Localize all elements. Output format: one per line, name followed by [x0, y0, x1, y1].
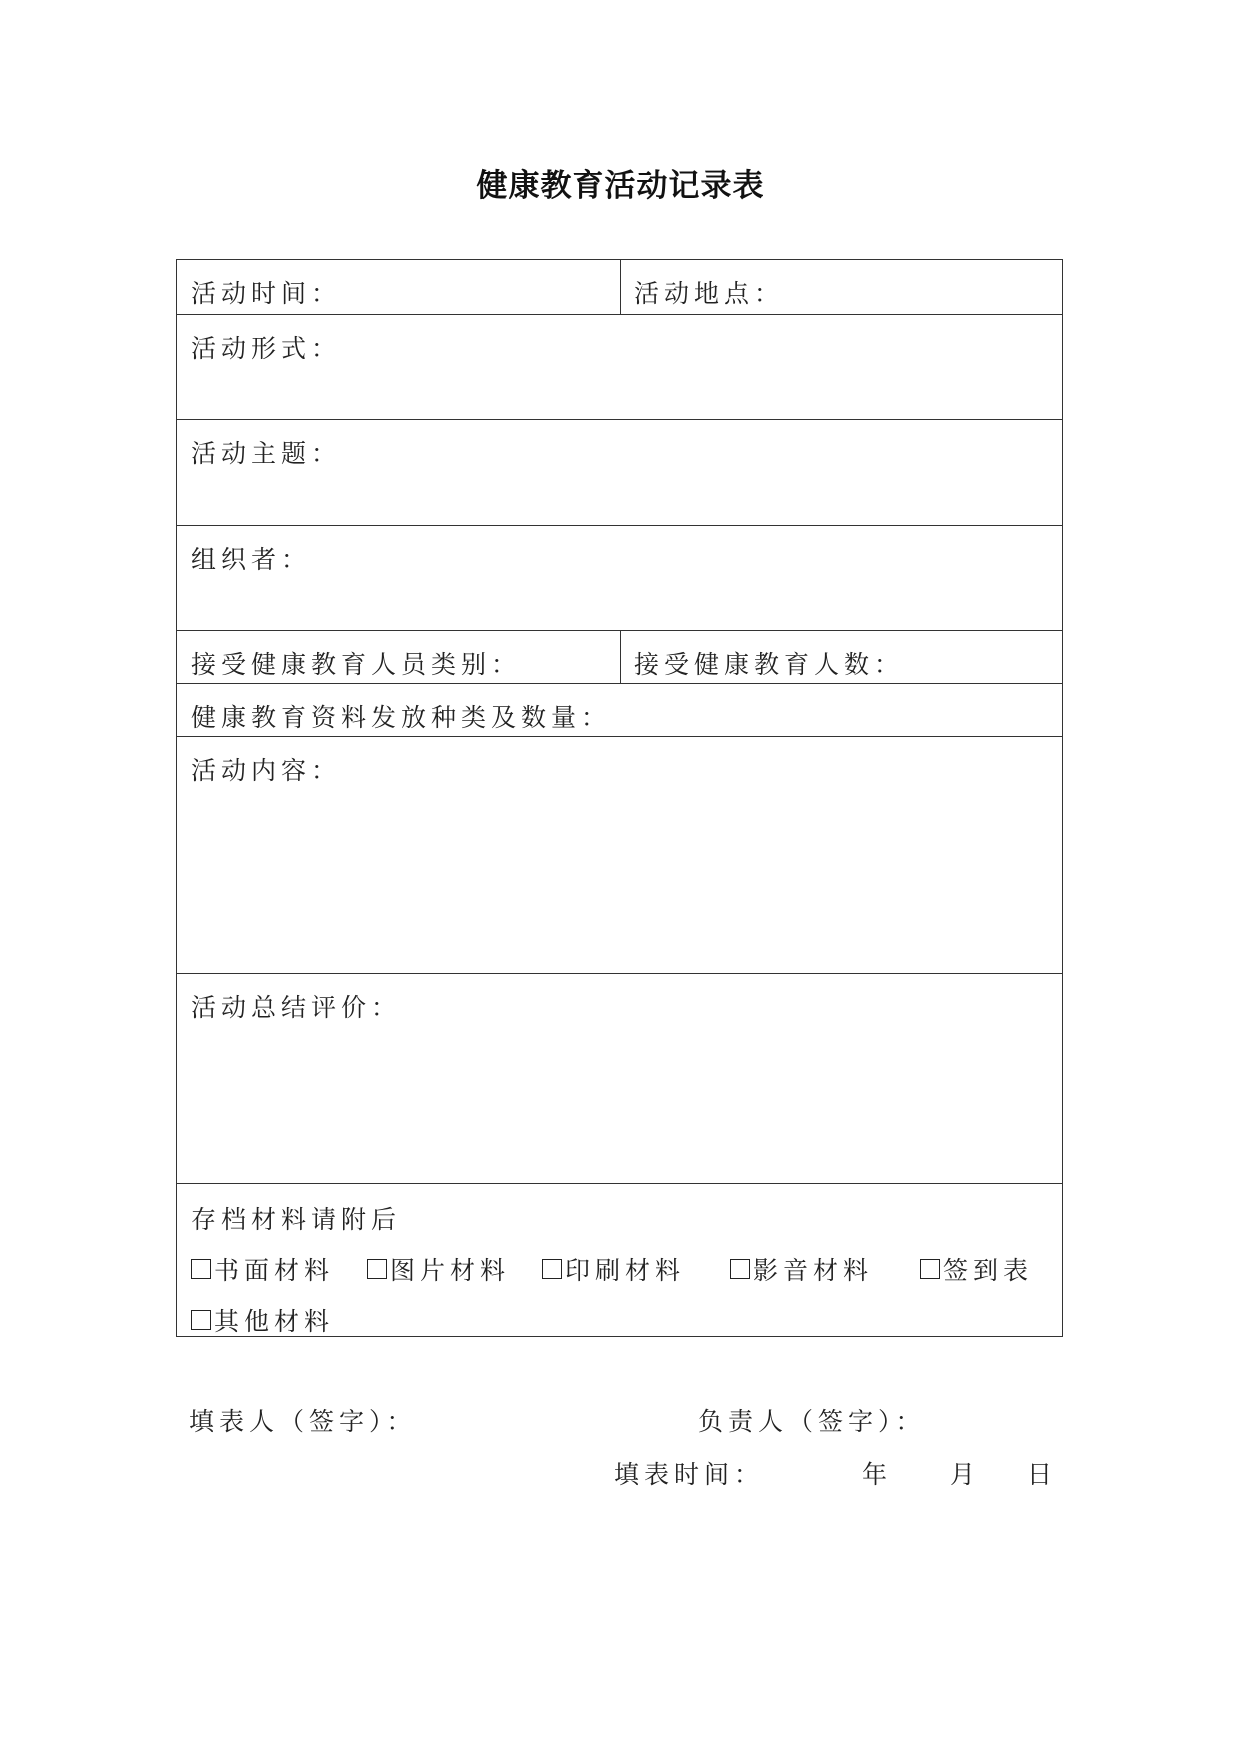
archive-option-printed[interactable]	[542, 1251, 685, 1287]
checkbox-icon[interactable]	[191, 1259, 211, 1279]
filler-signature-label: 填表人（签字）：	[189, 1407, 417, 1436]
archive-heading: 存档材料请附后	[191, 1205, 402, 1234]
archive-option-label: 签到表	[943, 1256, 1034, 1285]
organizer-label: 组织者：	[191, 545, 312, 574]
checkbox-icon[interactable]	[367, 1259, 387, 1279]
archive-option-other[interactable]	[191, 1302, 334, 1338]
fill-time-label: 填表时间：	[614, 1460, 765, 1489]
row-archive	[177, 1183, 1062, 1338]
archive-option-label: 其他材料	[214, 1307, 335, 1336]
year-label: 年	[862, 1460, 893, 1489]
row-organizer	[177, 525, 1062, 630]
row-materials-distributed	[177, 683, 1062, 736]
day-label: 日	[1027, 1460, 1058, 1489]
column-divider	[620, 260, 621, 314]
activity-location-label: 活动地点：	[634, 279, 785, 308]
checkbox-icon[interactable]	[542, 1259, 562, 1279]
archive-option-label: 影音材料	[753, 1256, 874, 1285]
row-recipients	[177, 630, 1062, 683]
row-activity-summary	[177, 973, 1062, 1183]
archive-option-sign-in-sheet[interactable]	[920, 1251, 1033, 1287]
activity-time-label: 活动时间：	[191, 279, 342, 308]
column-divider	[620, 631, 621, 683]
archive-option-pictures[interactable]	[367, 1251, 510, 1287]
month-label: 月	[950, 1460, 981, 1489]
activity-form-label: 活动形式：	[191, 334, 342, 363]
checkbox-icon[interactable]	[920, 1259, 940, 1279]
archive-option-label: 书面材料	[214, 1256, 335, 1285]
archive-option-label: 图片材料	[390, 1256, 511, 1285]
materials-distributed-label: 健康教育资料发放种类及数量：	[191, 703, 612, 732]
row-activity-form	[177, 314, 1062, 419]
row-activity-theme	[177, 419, 1062, 525]
activity-theme-label: 活动主题：	[191, 439, 342, 468]
archive-option-label: 印刷材料	[565, 1256, 686, 1285]
responsible-signature-label: 负责人（签字）：	[698, 1407, 926, 1436]
activity-content-label: 活动内容：	[191, 756, 342, 785]
checkbox-icon[interactable]	[730, 1259, 750, 1279]
checkbox-icon[interactable]	[191, 1310, 211, 1330]
page-title: 健康教育活动记录表	[476, 168, 765, 204]
recipient-count-label: 接受健康教育人数：	[634, 650, 905, 679]
record-form	[176, 259, 1063, 1337]
archive-option-audio-video[interactable]	[730, 1251, 873, 1287]
row-activity-content	[177, 736, 1062, 973]
archive-option-written[interactable]	[191, 1251, 334, 1287]
recipient-category-label: 接受健康教育人员类别：	[191, 650, 522, 679]
row-time-location	[177, 260, 1062, 314]
activity-summary-label: 活动总结评价：	[191, 993, 402, 1022]
